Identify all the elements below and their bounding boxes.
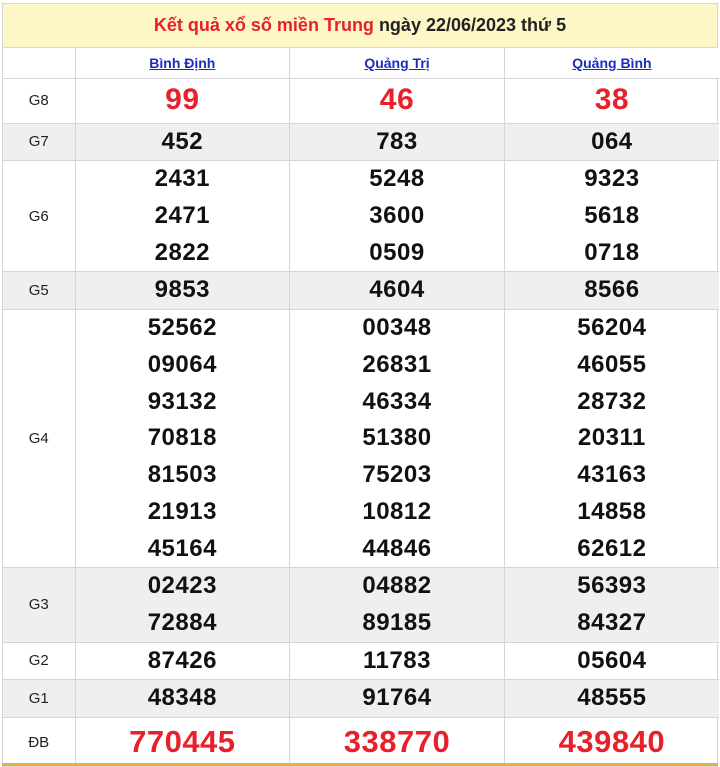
prize-label: G3 bbox=[3, 568, 75, 642]
special-prize-number: 338770 bbox=[343, 724, 451, 760]
special-prize-number: 770445 bbox=[129, 724, 236, 760]
prize-number: 452 bbox=[161, 127, 204, 155]
prize-cell bbox=[75, 78, 290, 123]
prize-number: 5618 bbox=[584, 201, 640, 229]
province-link-binh-dinh[interactable]: Bình Định bbox=[149, 54, 216, 71]
prize-row-g2 bbox=[3, 642, 719, 680]
bottom-accent-line bbox=[2, 763, 718, 766]
prize-label: G2 bbox=[3, 642, 75, 680]
prize-number: 2471 bbox=[154, 201, 211, 229]
prize-number: 10812 bbox=[362, 497, 432, 525]
prize-row-g7 bbox=[3, 123, 719, 161]
prize-number: 04882 bbox=[362, 572, 432, 600]
prize-cell bbox=[504, 680, 719, 718]
prize-cell bbox=[290, 123, 505, 161]
prize-number: 75203 bbox=[362, 461, 432, 489]
prize-cell bbox=[290, 680, 505, 718]
prize-number: 783 bbox=[376, 127, 418, 155]
prize-cell bbox=[504, 78, 719, 123]
prize-number: 46 bbox=[379, 83, 415, 117]
prize-label: G7 bbox=[3, 123, 75, 161]
prize-number: 2431 bbox=[154, 165, 211, 193]
prize-cell bbox=[75, 680, 290, 718]
prize-cell bbox=[290, 78, 505, 123]
prize-number: 56393 bbox=[577, 572, 647, 600]
prize-row-gdb bbox=[3, 718, 719, 767]
prize-cell bbox=[290, 642, 505, 680]
prize-label: G5 bbox=[3, 272, 75, 310]
prize-number: 8566 bbox=[584, 276, 640, 304]
prize-row-g8 bbox=[3, 78, 719, 123]
prize-number: 02423 bbox=[147, 572, 217, 600]
prize-number: 70818 bbox=[147, 424, 217, 452]
prize-cell bbox=[75, 123, 290, 161]
prize-cell bbox=[290, 161, 505, 272]
prize-number: 45164 bbox=[147, 534, 217, 562]
prize-cell bbox=[504, 568, 719, 642]
prize-number: 46055 bbox=[577, 351, 647, 379]
prize-number: 064 bbox=[591, 127, 633, 155]
prize-number: 9853 bbox=[154, 276, 211, 304]
prize-cell bbox=[290, 272, 505, 310]
prize-number: 87426 bbox=[147, 646, 217, 674]
prize-number: 89185 bbox=[362, 608, 432, 636]
draw-date-text: ngày 22/06/2023 thứ 5 bbox=[378, 15, 567, 35]
results-panel bbox=[2, 3, 718, 767]
results-header bbox=[3, 4, 717, 48]
prize-number: 38 bbox=[594, 83, 630, 117]
prize-number: 05604 bbox=[577, 646, 647, 674]
prize-number: 0509 bbox=[369, 238, 425, 266]
prize-row-g1 bbox=[3, 680, 719, 718]
prize-number: 09064 bbox=[147, 351, 217, 379]
prize-number: 46334 bbox=[362, 387, 432, 415]
prize-column-header bbox=[3, 48, 75, 78]
prize-number: 81503 bbox=[147, 461, 217, 489]
prize-label: ĐB bbox=[3, 718, 75, 767]
prize-number: 20311 bbox=[577, 424, 646, 452]
prize-number: 84327 bbox=[577, 608, 647, 636]
prize-number: 48555 bbox=[577, 684, 647, 712]
prize-number: 0718 bbox=[584, 238, 640, 266]
prize-label: G1 bbox=[3, 680, 75, 718]
prize-cell bbox=[504, 161, 719, 272]
prize-number: 2822 bbox=[154, 238, 211, 266]
prize-number: 43163 bbox=[577, 461, 647, 489]
prize-number: 51380 bbox=[362, 424, 432, 452]
prize-cell bbox=[504, 642, 719, 680]
prize-row-g4 bbox=[3, 310, 719, 568]
prize-cell bbox=[290, 568, 505, 642]
prize-number: 99 bbox=[165, 83, 200, 117]
prize-number: 72884 bbox=[147, 608, 217, 636]
prize-number: 91764 bbox=[362, 684, 432, 712]
prize-number: 14858 bbox=[577, 497, 647, 525]
prize-number: 93132 bbox=[147, 387, 217, 415]
prize-number: 52562 bbox=[147, 314, 217, 342]
prize-number: 9323 bbox=[584, 165, 640, 193]
prize-row-g3 bbox=[3, 568, 719, 642]
prize-number: 62612 bbox=[577, 534, 647, 562]
prize-cell bbox=[75, 568, 290, 642]
results-table bbox=[3, 48, 719, 766]
prize-cell bbox=[75, 642, 290, 680]
prize-label: G8 bbox=[3, 78, 75, 123]
prize-row-g6 bbox=[3, 161, 719, 272]
prize-number: 00348 bbox=[362, 314, 432, 342]
prize-cell bbox=[504, 272, 719, 310]
province-link-quang-tri[interactable]: Quảng Trị bbox=[364, 54, 430, 71]
province-header-row bbox=[3, 48, 719, 78]
prize-cell bbox=[75, 310, 290, 568]
prize-label: G4 bbox=[3, 310, 75, 568]
prize-cell bbox=[504, 310, 719, 568]
prize-cell bbox=[504, 718, 719, 767]
province-link-quang-binh[interactable]: Quảng Bình bbox=[572, 54, 652, 71]
prize-cell bbox=[290, 310, 505, 568]
prize-number: 11783 bbox=[363, 646, 431, 674]
prize-row-g5 bbox=[3, 272, 719, 310]
prize-number: 56204 bbox=[577, 314, 647, 342]
special-prize-number: 439840 bbox=[558, 724, 666, 760]
prize-number: 5248 bbox=[369, 165, 425, 193]
prize-number: 48348 bbox=[147, 684, 217, 712]
prize-number: 3600 bbox=[369, 201, 425, 229]
prize-number: 44846 bbox=[362, 534, 432, 562]
prize-number: 28732 bbox=[577, 387, 647, 415]
prize-cell bbox=[504, 123, 719, 161]
prize-number: 4604 bbox=[369, 276, 425, 304]
prize-cell bbox=[75, 161, 290, 272]
prize-number: 26831 bbox=[362, 351, 432, 379]
prize-cell bbox=[75, 718, 290, 767]
region-title-link[interactable]: Kết quả xổ số miền Trung bbox=[153, 15, 374, 35]
prize-label: G6 bbox=[3, 161, 75, 272]
prize-cell bbox=[75, 272, 290, 310]
prize-cell bbox=[290, 718, 505, 767]
prize-number: 21913 bbox=[147, 497, 217, 525]
